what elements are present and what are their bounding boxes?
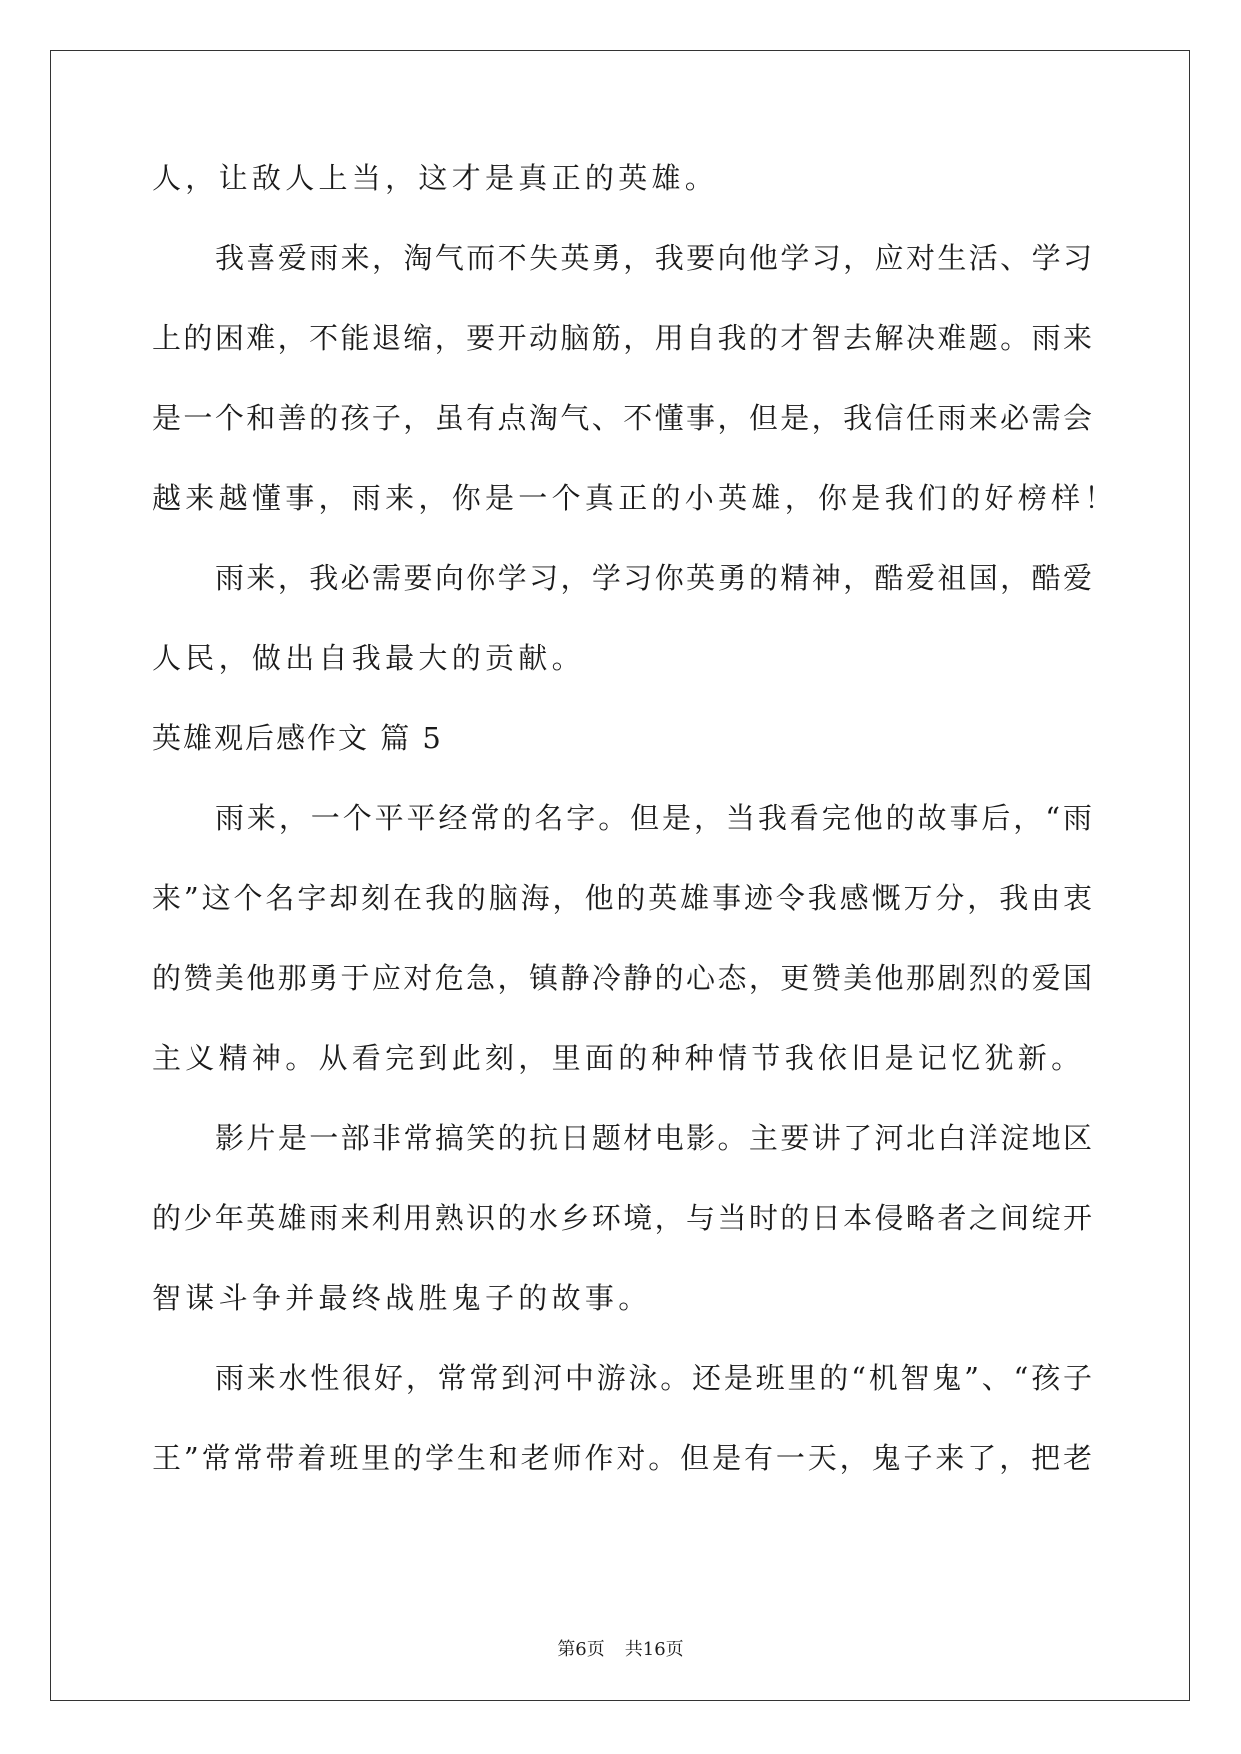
text-line: 是一个和善的孩子，虽有点淘气、不懂事，但是，我信任雨来必需会 — [152, 401, 1092, 435]
paragraph-first-line: 雨来，我必需要向你学习，学习你英勇的精神，酷爱祖国，酷爱 — [215, 561, 1092, 595]
text-line: 来”这个名字却刻在我的脑海，他的英雄事迹令我感慨万分，我由衷 — [152, 881, 1092, 915]
paragraph-first-line: 雨来水性很好，常常到河中游泳。还是班里的“机智鬼”、“孩子 — [215, 1361, 1092, 1395]
paragraph-first-line: 雨来，一个平平经常的名字。但是，当我看完他的故事后，“雨 — [215, 801, 1092, 835]
page-number: 第6页 — [557, 1639, 605, 1660]
page-footer — [0, 1638, 1241, 1662]
paragraph-first-line: 影片是一部非常搞笑的抗日题材电影。主要讲了河北白洋淀地区 — [215, 1121, 1092, 1155]
text-line: 越来越懂事，雨来，你是一个真正的小英雄，你是我们的好榜样！ — [152, 481, 1118, 515]
text-line: 人，让敌人上当，这才是真正的英雄。 — [152, 161, 719, 195]
text-line: 主义精神。从看完到此刻，里面的种种情节我依旧是记忆犹新。 — [152, 1041, 1085, 1075]
text-line: 上的困难，不能退缩，要开动脑筋，用自我的才智去解决难题。雨来 — [152, 321, 1092, 355]
text-line: 的赞美他那勇于应对危急，镇静冷静的心态，更赞美他那剧烈的爱国 — [152, 961, 1092, 995]
section-heading: 英雄观后感作文 篇 5 — [152, 721, 443, 755]
text-line: 的少年英雄雨来利用熟识的水乡环境，与当时的日本侵略者之间绽开 — [152, 1201, 1092, 1235]
text-line: 王”常常带着班里的学生和老师作对。但是有一天，鬼子来了，把老 — [152, 1441, 1092, 1475]
text-line: 人民，做出自我最大的贡献。 — [152, 641, 585, 675]
text-line: 智谋斗争并最终战胜鬼子的故事。 — [152, 1281, 652, 1315]
page-total: 共16页 — [624, 1639, 684, 1660]
paragraph-first-line: 我喜爱雨来，淘气而不失英勇，我要向他学习，应对生活、学习 — [215, 241, 1092, 275]
